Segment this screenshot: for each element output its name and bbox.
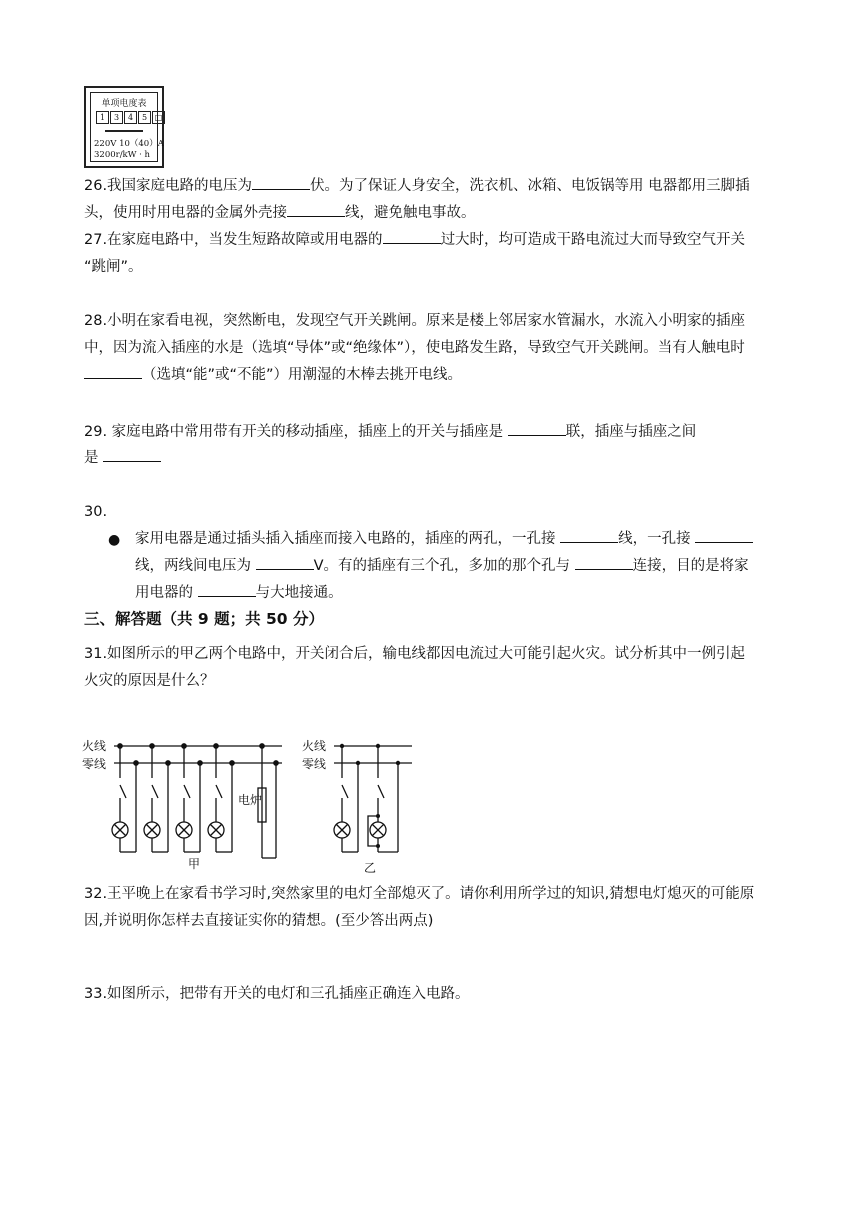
section-heading: 三、解答题（共 9 题；共 50 分） xyxy=(84,610,324,628)
meter-digit: 3 xyxy=(110,111,123,124)
q27-text: 27.在家庭电路中，当发生短路故障或用电器的 xyxy=(84,232,383,248)
label-neutral-a: 零线 xyxy=(82,757,107,771)
label-circuit-b: 乙 xyxy=(364,861,377,875)
q27-line1 xyxy=(84,229,745,251)
meter-bar xyxy=(105,130,143,132)
answer-blank xyxy=(575,555,633,570)
label-live-a: 火线 xyxy=(82,739,107,753)
q26-text: 线，避免触电事故。 xyxy=(345,205,476,221)
answer-blank xyxy=(287,202,345,217)
q32-line1: 32.王平晚上在家看书学习时,突然家里的电灯全部熄灭了。请你利用所学过的知识,猜想电灯熄灭的可能原 xyxy=(84,886,755,902)
q29-line2 xyxy=(84,447,161,469)
meter-digit: □ xyxy=(152,111,165,124)
bullet-icon: ● xyxy=(108,532,121,548)
q26-text: 头，使用时用电器的金属外壳接 xyxy=(84,205,287,221)
q30-line2 xyxy=(135,555,749,577)
q28-line3 xyxy=(84,364,462,386)
q26-line2 xyxy=(84,202,476,224)
lamp-branch xyxy=(112,744,138,852)
label-neutral-b: 零线 xyxy=(302,757,327,771)
answer-blank xyxy=(695,528,753,543)
meter-spec-constant: 3200r/kW · h xyxy=(94,150,151,160)
meter-face xyxy=(90,92,164,162)
q30-line1 xyxy=(135,528,753,550)
q29-text: 联，插座与插座之间 xyxy=(565,424,697,440)
lamp-branch xyxy=(144,744,170,852)
answer-blank xyxy=(383,229,441,244)
q30-text: 用电器的 xyxy=(135,585,198,601)
q33-line1: 33.如图所示，把带有开关的电灯和三孔插座正确连入电路。 xyxy=(84,986,470,1002)
q28-line1: 28.小明在家看电视，突然断电，发现空气开关跳闸。原来是楼上邻居家水管漏水，水流入小明家的插座 xyxy=(84,313,746,329)
label-heater-top: 电炉 xyxy=(238,793,263,807)
meter-digit: 5 xyxy=(138,111,151,124)
q27-text: 过大时，均可造成干路电流过大而导致空气开关 xyxy=(440,232,746,248)
q29-text: 是 xyxy=(84,450,104,466)
q28-line2: 中，因为流入插座的水是（选填“导体”或“绝缘体”），使电路发生路，导致空气开关跳闸。当有人触电时 xyxy=(84,340,745,356)
electric-meter-figure xyxy=(84,86,164,168)
circuit-b-branches xyxy=(334,746,398,852)
q30-text: 线，两线间电压为 xyxy=(135,558,256,574)
answer-blank xyxy=(256,555,314,570)
q30-line3 xyxy=(135,582,343,604)
meter-title: 单项电度表 xyxy=(101,99,147,109)
q30-text: 家用电器是通过插头插入插座而接入电路的，插座的两孔，一孔接 xyxy=(135,531,561,547)
q31-line2: 火灾的原因是什么？ xyxy=(84,673,215,689)
q30-text: 线，一孔接 xyxy=(618,531,696,547)
answer-blank xyxy=(84,364,142,379)
q26-text: 26.我国家庭电路的电压为 xyxy=(84,178,253,194)
q32-line2: 因,并说明你怎样去直接证实你的猜想。(至少答出两点) xyxy=(84,913,434,929)
label-circuit-a: 甲 xyxy=(188,857,201,871)
q29-line1 xyxy=(84,421,696,443)
circuit-diagrams xyxy=(80,730,420,880)
meter-digit: 1 xyxy=(96,111,109,124)
q27-line2: “跳闸”。 xyxy=(84,259,143,275)
answer-blank xyxy=(252,175,310,190)
q29-text: 29. 家庭电路中常用带有开关的移动插座，插座上的开关与插座是 xyxy=(84,424,508,440)
q30-text: 与大地接通。 xyxy=(255,585,343,601)
lamp-branch xyxy=(176,744,202,852)
meter-spec-rating: 220V 10（40）A xyxy=(94,139,164,149)
answer-blank xyxy=(103,447,161,462)
meter-digits xyxy=(96,111,166,124)
q28-text: （选填“能”或“不能”）用潮湿的木棒去挑开电线。 xyxy=(142,367,463,383)
answer-blank xyxy=(508,421,566,436)
q26-line1 xyxy=(84,175,750,197)
answer-blank xyxy=(560,528,618,543)
label-live-b: 火线 xyxy=(302,739,327,753)
q30-text: V。有的插座有三个孔，多加的那个孔与 xyxy=(313,558,575,574)
q30-number: 30. xyxy=(84,504,108,520)
meter-digit: 4 xyxy=(124,111,137,124)
q31-line1: 31.如图所示的甲乙两个电路中，开关闭合后，输电线都因电流过大可能引起火灾。试分析其中一例引起 xyxy=(84,646,746,662)
q26-text: 伏。为了保证人身安全，洗衣机、冰箱、电饭锅等用 电器都用三脚插 xyxy=(310,178,750,194)
answer-blank xyxy=(198,582,256,597)
lamp-branch xyxy=(208,744,234,852)
q30-text: 连接，目的是将家 xyxy=(632,558,749,574)
